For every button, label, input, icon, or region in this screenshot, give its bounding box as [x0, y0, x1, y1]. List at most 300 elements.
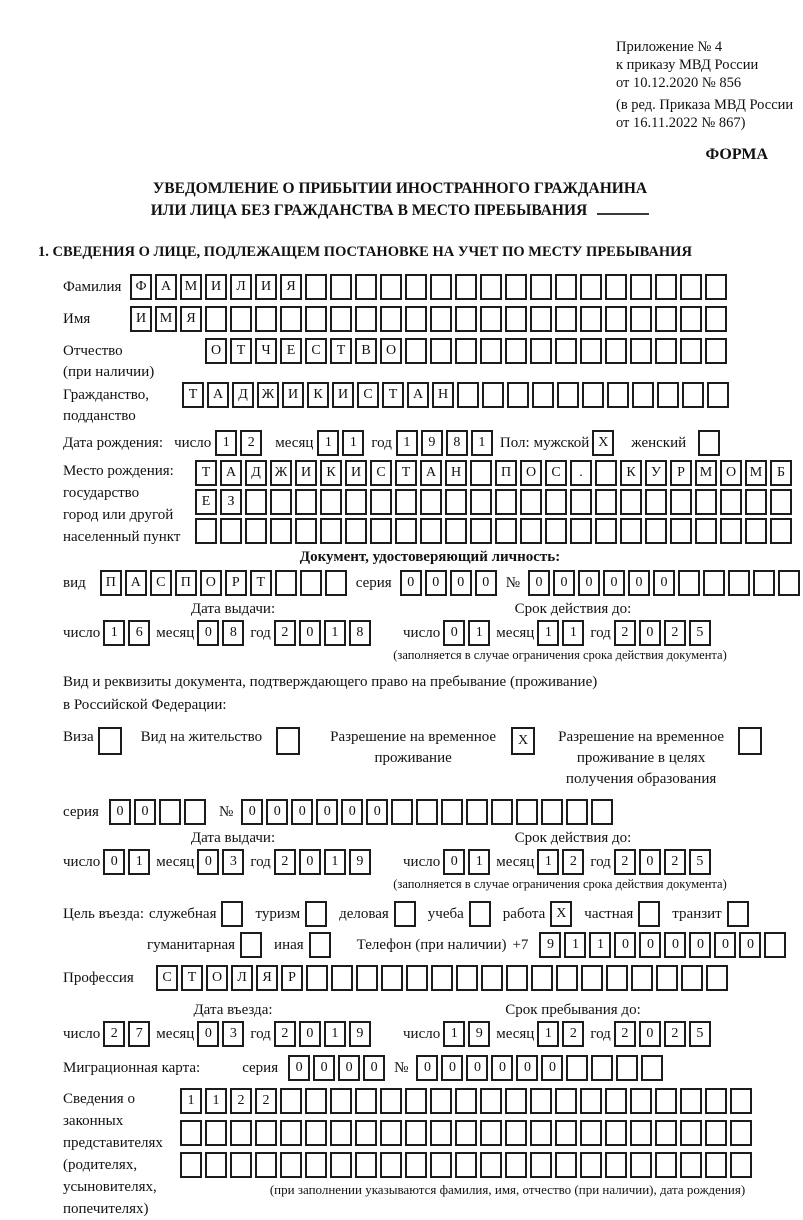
char-box[interactable] — [728, 570, 750, 596]
char-box[interactable]: 5 — [689, 849, 711, 875]
char-box[interactable] — [582, 382, 604, 408]
char-box[interactable] — [566, 1055, 588, 1081]
char-box[interactable] — [531, 965, 553, 991]
char-box[interactable] — [530, 1152, 552, 1178]
char-box[interactable] — [356, 965, 378, 991]
char-box[interactable]: О — [520, 460, 542, 486]
char-box[interactable] — [280, 1088, 302, 1114]
char-box[interactable] — [255, 1120, 277, 1146]
char-box[interactable] — [380, 274, 402, 300]
char-box[interactable] — [655, 306, 677, 332]
char-box[interactable]: Е — [280, 338, 302, 364]
char-box[interactable] — [678, 570, 700, 596]
char-box[interactable]: 2 — [240, 430, 262, 456]
char-box[interactable] — [456, 965, 478, 991]
char-box[interactable]: 2 — [274, 620, 296, 646]
char-box[interactable]: А — [407, 382, 429, 408]
char-box[interactable]: 1 — [324, 849, 346, 875]
char-box[interactable] — [555, 1088, 577, 1114]
char-box[interactable]: И — [282, 382, 304, 408]
char-box[interactable] — [480, 306, 502, 332]
char-box[interactable]: Д — [232, 382, 254, 408]
char-box[interactable] — [495, 518, 517, 544]
char-box[interactable] — [480, 338, 502, 364]
char-box[interactable] — [566, 799, 588, 825]
char-box[interactable]: X — [550, 901, 572, 927]
char-box[interactable] — [255, 1152, 277, 1178]
char-box[interactable] — [330, 1088, 352, 1114]
char-box[interactable] — [638, 901, 660, 927]
char-box[interactable] — [380, 1152, 402, 1178]
char-box[interactable] — [405, 338, 427, 364]
char-box[interactable] — [680, 274, 702, 300]
char-box[interactable] — [606, 965, 628, 991]
char-box[interactable] — [395, 518, 417, 544]
char-box[interactable] — [580, 274, 602, 300]
char-box[interactable]: Т — [250, 570, 272, 596]
char-box[interactable]: 0 — [628, 570, 650, 596]
char-box[interactable] — [280, 306, 302, 332]
char-box[interactable] — [345, 489, 367, 515]
char-box[interactable]: С — [545, 460, 567, 486]
char-box[interactable] — [730, 1120, 752, 1146]
char-box[interactable] — [570, 518, 592, 544]
char-box[interactable] — [180, 1152, 202, 1178]
char-box[interactable] — [695, 489, 717, 515]
char-box[interactable] — [380, 306, 402, 332]
char-box[interactable] — [730, 1088, 752, 1114]
char-box[interactable] — [420, 489, 442, 515]
char-box[interactable]: 0 — [541, 1055, 563, 1081]
char-box[interactable] — [605, 1152, 627, 1178]
char-box[interactable]: 0 — [299, 1021, 321, 1047]
char-box[interactable]: 0 — [664, 932, 686, 958]
char-box[interactable]: 0 — [134, 799, 156, 825]
char-box[interactable] — [330, 274, 352, 300]
char-box[interactable] — [455, 338, 477, 364]
char-box[interactable]: Л — [231, 965, 253, 991]
char-box[interactable] — [655, 1088, 677, 1114]
char-box[interactable] — [245, 518, 267, 544]
char-box[interactable]: 0 — [578, 570, 600, 596]
char-box[interactable]: 1 — [589, 932, 611, 958]
char-box[interactable] — [430, 338, 452, 364]
char-box[interactable]: 1 — [537, 620, 559, 646]
char-box[interactable] — [470, 518, 492, 544]
char-box[interactable]: О — [205, 338, 227, 364]
char-box[interactable] — [505, 338, 527, 364]
char-box[interactable]: Б — [770, 460, 792, 486]
char-box[interactable]: И — [130, 306, 152, 332]
char-box[interactable] — [275, 570, 297, 596]
char-box[interactable] — [707, 382, 729, 408]
char-box[interactable]: 2 — [614, 620, 636, 646]
char-box[interactable]: Д — [245, 460, 267, 486]
char-box[interactable] — [469, 901, 491, 927]
char-box[interactable]: У — [645, 460, 667, 486]
char-box[interactable]: 2 — [614, 1021, 636, 1047]
char-box[interactable]: 0 — [109, 799, 131, 825]
char-box[interactable] — [545, 489, 567, 515]
char-box[interactable] — [306, 965, 328, 991]
char-box[interactable] — [370, 489, 392, 515]
char-box[interactable]: 2 — [614, 849, 636, 875]
char-box[interactable]: 2 — [103, 1021, 125, 1047]
char-box[interactable] — [276, 727, 300, 755]
char-box[interactable]: 0 — [491, 1055, 513, 1081]
char-box[interactable] — [530, 306, 552, 332]
char-box[interactable]: 1 — [471, 430, 493, 456]
char-box[interactable]: К — [307, 382, 329, 408]
char-box[interactable]: 9 — [539, 932, 561, 958]
char-box[interactable]: 0 — [653, 570, 675, 596]
char-box[interactable] — [255, 306, 277, 332]
char-box[interactable] — [480, 1152, 502, 1178]
char-box[interactable]: 2 — [562, 849, 584, 875]
char-box[interactable] — [680, 1152, 702, 1178]
char-box[interactable]: 8 — [349, 620, 371, 646]
char-box[interactable]: 0 — [450, 570, 472, 596]
char-box[interactable] — [703, 570, 725, 596]
char-box[interactable]: 1 — [103, 620, 125, 646]
char-box[interactable]: 0 — [516, 1055, 538, 1081]
char-box[interactable] — [720, 518, 742, 544]
char-box[interactable] — [770, 518, 792, 544]
char-box[interactable] — [406, 965, 428, 991]
char-box[interactable] — [655, 274, 677, 300]
char-box[interactable]: 0 — [528, 570, 550, 596]
char-box[interactable] — [482, 382, 504, 408]
char-box[interactable]: А — [207, 382, 229, 408]
char-box[interactable]: 9 — [421, 430, 443, 456]
char-box[interactable] — [195, 518, 217, 544]
char-box[interactable]: Т — [382, 382, 404, 408]
char-box[interactable]: 1 — [324, 620, 346, 646]
char-box[interactable] — [245, 489, 267, 515]
char-box[interactable] — [591, 799, 613, 825]
char-box[interactable] — [681, 965, 703, 991]
char-box[interactable]: 2 — [562, 1021, 584, 1047]
char-box[interactable]: Н — [432, 382, 454, 408]
char-box[interactable]: З — [220, 489, 242, 515]
char-box[interactable]: 0 — [288, 1055, 310, 1081]
char-box[interactable]: 0 — [425, 570, 447, 596]
char-box[interactable] — [541, 799, 563, 825]
char-box[interactable] — [431, 965, 453, 991]
char-box[interactable] — [445, 518, 467, 544]
char-box[interactable] — [705, 338, 727, 364]
char-box[interactable]: С — [357, 382, 379, 408]
char-box[interactable]: 9 — [349, 849, 371, 875]
char-box[interactable]: . — [570, 460, 592, 486]
char-box[interactable] — [680, 338, 702, 364]
char-box[interactable] — [480, 274, 502, 300]
char-box[interactable] — [595, 489, 617, 515]
char-box[interactable] — [680, 306, 702, 332]
char-box[interactable] — [545, 518, 567, 544]
char-box[interactable]: 0 — [197, 1021, 219, 1047]
char-box[interactable] — [355, 1088, 377, 1114]
char-box[interactable] — [620, 489, 642, 515]
char-box[interactable] — [159, 799, 181, 825]
char-box[interactable] — [416, 799, 438, 825]
char-box[interactable] — [605, 1088, 627, 1114]
char-box[interactable] — [370, 518, 392, 544]
char-box[interactable] — [345, 518, 367, 544]
char-box[interactable] — [98, 727, 122, 755]
char-box[interactable] — [455, 1152, 477, 1178]
char-box[interactable] — [441, 799, 463, 825]
char-box[interactable]: Р — [670, 460, 692, 486]
char-box[interactable]: Т — [330, 338, 352, 364]
char-box[interactable] — [738, 727, 762, 755]
char-box[interactable] — [680, 1088, 702, 1114]
char-box[interactable] — [270, 518, 292, 544]
char-box[interactable] — [325, 570, 347, 596]
char-box[interactable]: 0 — [313, 1055, 335, 1081]
char-box[interactable] — [240, 932, 262, 958]
char-box[interactable] — [305, 901, 327, 927]
char-box[interactable] — [605, 274, 627, 300]
char-box[interactable]: 1 — [342, 430, 364, 456]
char-box[interactable] — [280, 1152, 302, 1178]
char-box[interactable] — [705, 306, 727, 332]
char-box[interactable]: 2 — [664, 620, 686, 646]
char-box[interactable] — [320, 489, 342, 515]
char-box[interactable]: 3 — [222, 849, 244, 875]
char-box[interactable]: И — [295, 460, 317, 486]
char-box[interactable]: 3 — [222, 1021, 244, 1047]
char-box[interactable] — [430, 1088, 452, 1114]
char-box[interactable] — [394, 901, 416, 927]
char-box[interactable]: 0 — [197, 849, 219, 875]
char-box[interactable]: 0 — [291, 799, 313, 825]
char-box[interactable] — [506, 965, 528, 991]
char-box[interactable] — [580, 1088, 602, 1114]
char-box[interactable] — [505, 274, 527, 300]
char-box[interactable] — [580, 338, 602, 364]
char-box[interactable] — [530, 338, 552, 364]
char-box[interactable] — [470, 460, 492, 486]
char-box[interactable] — [556, 965, 578, 991]
char-box[interactable] — [305, 1088, 327, 1114]
char-box[interactable]: 0 — [366, 799, 388, 825]
char-box[interactable]: Ф — [130, 274, 152, 300]
char-box[interactable] — [745, 518, 767, 544]
char-box[interactable]: 0 — [443, 849, 465, 875]
char-box[interactable] — [764, 932, 786, 958]
char-box[interactable] — [505, 1152, 527, 1178]
char-box[interactable] — [705, 1152, 727, 1178]
char-box[interactable] — [395, 489, 417, 515]
char-box[interactable]: 0 — [400, 570, 422, 596]
char-box[interactable] — [705, 1088, 727, 1114]
char-box[interactable] — [300, 570, 322, 596]
char-box[interactable]: О — [206, 965, 228, 991]
char-box[interactable] — [505, 1120, 527, 1146]
char-box[interactable]: 0 — [441, 1055, 463, 1081]
char-box[interactable] — [530, 274, 552, 300]
char-box[interactable]: Н — [445, 460, 467, 486]
char-box[interactable]: 0 — [299, 620, 321, 646]
char-box[interactable] — [605, 338, 627, 364]
char-box[interactable]: С — [150, 570, 172, 596]
char-box[interactable]: 1 — [564, 932, 586, 958]
char-box[interactable]: М — [155, 306, 177, 332]
char-box[interactable] — [420, 518, 442, 544]
char-box[interactable] — [770, 489, 792, 515]
char-box[interactable] — [555, 274, 577, 300]
char-box[interactable] — [570, 489, 592, 515]
char-box[interactable] — [405, 306, 427, 332]
char-box[interactable]: Т — [230, 338, 252, 364]
char-box[interactable] — [221, 901, 243, 927]
char-box[interactable]: Я — [280, 274, 302, 300]
char-box[interactable]: А — [220, 460, 242, 486]
char-box[interactable]: 1 — [468, 849, 490, 875]
char-box[interactable] — [205, 1120, 227, 1146]
char-box[interactable] — [632, 382, 654, 408]
char-box[interactable] — [305, 1152, 327, 1178]
char-box[interactable]: 1 — [317, 430, 339, 456]
char-box[interactable]: Я — [180, 306, 202, 332]
char-box[interactable] — [230, 1152, 252, 1178]
char-box[interactable] — [330, 1120, 352, 1146]
char-box[interactable]: 9 — [349, 1021, 371, 1047]
char-box[interactable] — [270, 489, 292, 515]
char-box[interactable] — [505, 1088, 527, 1114]
char-box[interactable]: 0 — [466, 1055, 488, 1081]
char-box[interactable]: 0 — [639, 620, 661, 646]
char-box[interactable] — [607, 382, 629, 408]
char-box[interactable]: 1 — [537, 849, 559, 875]
char-box[interactable]: 0 — [639, 849, 661, 875]
char-box[interactable] — [355, 274, 377, 300]
char-box[interactable]: Е — [195, 489, 217, 515]
char-box[interactable]: А — [125, 570, 147, 596]
char-box[interactable]: И — [332, 382, 354, 408]
char-box[interactable] — [730, 1152, 752, 1178]
char-box[interactable] — [455, 274, 477, 300]
char-box[interactable]: Ж — [257, 382, 279, 408]
char-box[interactable]: 5 — [689, 620, 711, 646]
char-box[interactable]: 8 — [446, 430, 468, 456]
char-box[interactable] — [670, 518, 692, 544]
char-box[interactable]: 8 — [222, 620, 244, 646]
char-box[interactable] — [391, 799, 413, 825]
char-box[interactable] — [380, 1088, 402, 1114]
char-box[interactable]: П — [175, 570, 197, 596]
char-box[interactable]: Т — [181, 965, 203, 991]
char-box[interactable]: 1 — [443, 1021, 465, 1047]
char-box[interactable]: В — [355, 338, 377, 364]
char-box[interactable] — [655, 1152, 677, 1178]
char-box[interactable]: 0 — [739, 932, 761, 958]
char-box[interactable] — [305, 274, 327, 300]
char-box[interactable] — [555, 1152, 577, 1178]
char-box[interactable] — [280, 1120, 302, 1146]
char-box[interactable]: 0 — [316, 799, 338, 825]
char-box[interactable]: С — [156, 965, 178, 991]
char-box[interactable]: 0 — [341, 799, 363, 825]
char-box[interactable] — [520, 489, 542, 515]
char-box[interactable] — [557, 382, 579, 408]
char-box[interactable]: О — [200, 570, 222, 596]
char-box[interactable]: О — [380, 338, 402, 364]
char-box[interactable]: С — [370, 460, 392, 486]
char-box[interactable]: 0 — [603, 570, 625, 596]
char-box[interactable] — [705, 274, 727, 300]
char-box[interactable]: Л — [230, 274, 252, 300]
char-box[interactable] — [595, 460, 617, 486]
char-box[interactable]: И — [255, 274, 277, 300]
char-box[interactable] — [430, 274, 452, 300]
char-box[interactable] — [720, 489, 742, 515]
char-box[interactable] — [555, 1120, 577, 1146]
char-box[interactable] — [532, 382, 554, 408]
char-box[interactable]: Р — [281, 965, 303, 991]
char-box[interactable] — [591, 1055, 613, 1081]
char-box[interactable] — [605, 306, 627, 332]
char-box[interactable]: П — [495, 460, 517, 486]
char-box[interactable] — [630, 274, 652, 300]
char-box[interactable] — [630, 338, 652, 364]
char-box[interactable] — [641, 1055, 663, 1081]
char-box[interactable]: М — [695, 460, 717, 486]
char-box[interactable] — [555, 338, 577, 364]
char-box[interactable]: И — [205, 274, 227, 300]
char-box[interactable] — [430, 1152, 452, 1178]
char-box[interactable] — [778, 570, 800, 596]
char-box[interactable]: 0 — [197, 620, 219, 646]
char-box[interactable] — [645, 489, 667, 515]
char-box[interactable] — [670, 489, 692, 515]
char-box[interactable]: 2 — [255, 1088, 277, 1114]
char-box[interactable]: 0 — [103, 849, 125, 875]
char-box[interactable]: Т — [395, 460, 417, 486]
char-box[interactable] — [381, 965, 403, 991]
char-box[interactable]: С — [305, 338, 327, 364]
char-box[interactable] — [491, 799, 513, 825]
char-box[interactable]: Р — [225, 570, 247, 596]
char-box[interactable]: 1 — [128, 849, 150, 875]
char-box[interactable]: 0 — [639, 1021, 661, 1047]
char-box[interactable] — [645, 518, 667, 544]
char-box[interactable] — [295, 489, 317, 515]
char-box[interactable] — [470, 489, 492, 515]
char-box[interactable]: 7 — [128, 1021, 150, 1047]
char-box[interactable] — [706, 965, 728, 991]
char-box[interactable] — [753, 570, 775, 596]
char-box[interactable] — [507, 382, 529, 408]
char-box[interactable] — [745, 489, 767, 515]
char-box[interactable]: А — [155, 274, 177, 300]
char-box[interactable] — [580, 1120, 602, 1146]
char-box[interactable]: X — [592, 430, 614, 456]
char-box[interactable] — [530, 1088, 552, 1114]
char-box[interactable]: Ж — [270, 460, 292, 486]
char-box[interactable]: 1 — [537, 1021, 559, 1047]
char-box[interactable] — [530, 1120, 552, 1146]
char-box[interactable]: 0 — [475, 570, 497, 596]
char-box[interactable] — [405, 1152, 427, 1178]
char-box[interactable]: Т — [195, 460, 217, 486]
char-box[interactable]: 0 — [714, 932, 736, 958]
char-box[interactable] — [445, 489, 467, 515]
char-box[interactable] — [455, 1088, 477, 1114]
char-box[interactable]: 1 — [562, 620, 584, 646]
char-box[interactable]: 0 — [443, 620, 465, 646]
